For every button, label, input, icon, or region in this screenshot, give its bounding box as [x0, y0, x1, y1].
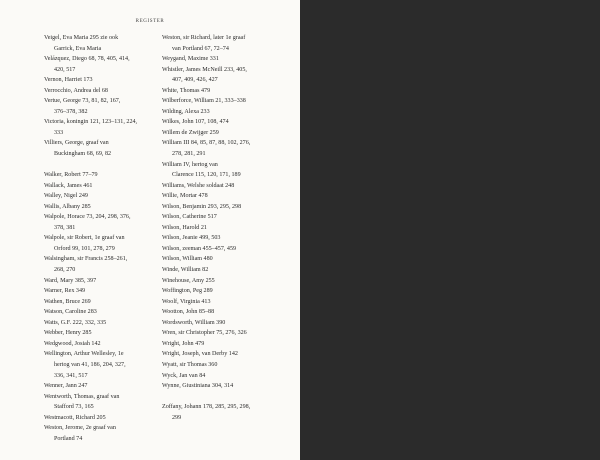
index-entry: Winehouse, Amy 255: [162, 277, 215, 284]
index-entry: Wallack, James 461: [44, 182, 93, 189]
index-entry: Watts, G.F. 222, 332, 335: [44, 319, 107, 326]
index-entry: Warner, Rex 349: [44, 288, 86, 295]
index-entry: Weston, sir Richard, later 1e graaf van Portland 67, 72–74: [162, 35, 246, 52]
index-entry: Wathen, Bruce 269: [44, 298, 91, 305]
index-entry: Walpole, sir Robert, 1e graaf van Orford 99, 101, 278, 279: [44, 235, 125, 252]
index-entry: Wyatt, sir Thomas 360: [162, 361, 218, 368]
index-entry: Wyck, Jan van 84: [162, 372, 206, 379]
index-entry: Veigel, Eva Maria 295 zie ook Garrick, Eva Maria: [44, 35, 119, 52]
index-entry: Woffington, Peg 289: [162, 288, 213, 295]
index-entry: White, Thomas 479: [162, 87, 211, 94]
index-entry: Villiers, George, graaf van Buckingham 68, 69, 82: [44, 140, 112, 158]
index-entry: Wordsworth, William 390: [162, 319, 226, 326]
index-entry: Wallis, Albany 285: [44, 203, 91, 210]
index-entry: Wright, Joseph, van Derby 142: [162, 351, 238, 358]
index-entry: Winde, William 82: [162, 267, 209, 274]
index-entry: Wilson, Benjamin 293, 295, 298: [162, 203, 242, 210]
index-entry: Willem de Zwijger 259: [162, 129, 219, 136]
index-entry: Verrocchio, Andrea del 68: [44, 87, 108, 94]
index-entry: Wentworth, Thomas, graaf van Stafford 73, 165: [44, 393, 120, 411]
index-entry: Wilson, Jeanie 499, 503: [162, 235, 221, 242]
index-entry: William IV, hertog van Clarence 115, 120, 171, 189: [162, 161, 241, 179]
index-entry: Wilding, Alexa 233: [162, 108, 210, 115]
index-column-right: [162, 33, 286, 423]
index-entry: Wilson, Harold 21: [162, 224, 207, 231]
index-entry: Willie, Mortar 478: [162, 193, 208, 200]
index-entry: Williams, Welshe soldaat 248: [162, 182, 235, 189]
dark-background-panel: [300, 0, 600, 460]
index-entry: Walpole, Horace 73, 204, 298, 376, 378, 381: [44, 214, 131, 231]
index-entry: Wilson, zeeman 455–457, 459: [162, 245, 237, 252]
index-entry: Whistler, James McNeill 233, 405, 407, 409, 426, 427: [162, 66, 247, 84]
index-entry: Weygand, Maxime 331: [162, 56, 219, 63]
index-entry: Walker, Robert 77–79: [44, 172, 98, 179]
index-entry: Wynne, Giustiniana 304, 314: [162, 383, 234, 390]
index-entry: Webber, Henry 285: [44, 330, 92, 337]
index-entry: Wren, sir Christopher 75, 276, 326: [162, 330, 247, 337]
index-entry: Woolf, Virginia 413: [162, 298, 211, 305]
index-entry: Wootton, John 85–88: [162, 309, 215, 316]
index-entry: Velázquez, Diego 68, 78, 405, 414, 420, 517: [44, 56, 130, 73]
index-entry: Wilkes, John 107, 108, 474: [162, 119, 229, 126]
index-entry: Wenner, Jann 247: [44, 383, 88, 390]
index-entry: Vertue, George 73, 81, 82, 167, 376–378, 382: [44, 98, 121, 115]
index-entry: Watson, Caroline 283: [44, 309, 97, 316]
index-entry: Walsingham, sir Francis 258–261, 268, 270: [44, 256, 128, 274]
index-column-left: [44, 33, 168, 444]
index-entry: Wilberforce, William 21, 333–338: [162, 98, 246, 105]
index-entry: Wellington, Arthur Wellesley, 1e hertog van 41, 186, 204, 327, 336, 341, 517: [44, 351, 126, 379]
index-entry: Vernon, Harriet 173: [44, 77, 93, 84]
page-header: REGISTER: [135, 19, 165, 24]
index-entry: Ward, Mary 385, 397: [44, 277, 97, 284]
index-entry: Wilson, William 480: [162, 256, 213, 263]
index-entry: Wright, John 479: [162, 340, 205, 347]
index-entry: William III 84, 85, 87, 88, 102, 276, 278, 281, 291: [162, 140, 251, 158]
index-entry: Walley, Nigel 249: [44, 193, 88, 200]
index-entry: Weston, Jerome, 2e graaf van Portland 74: [44, 425, 116, 442]
index-entry: Wilson, Catherine 517: [162, 214, 217, 221]
index-entry: Westmacott, Richard 205: [44, 414, 106, 421]
index-entry: Zoffany, Johann 178, 285, 295, 298, 299: [162, 404, 251, 421]
index-entry: Victoria, koningin 121, 123–131, 224, 333: [44, 119, 138, 136]
index-entry: Wedgwood, Josiah 142: [44, 340, 101, 347]
